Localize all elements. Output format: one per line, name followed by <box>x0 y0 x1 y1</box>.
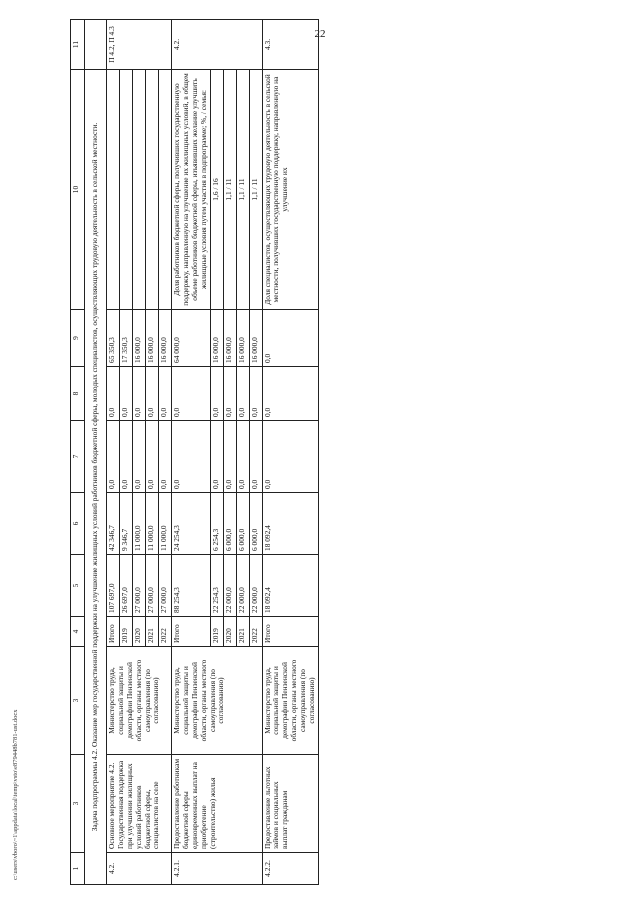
amount-federal: 0,0 <box>262 421 318 493</box>
col-header: 11 <box>71 20 85 70</box>
table-row <box>262 20 318 885</box>
year-cell: 2019 <box>210 617 223 647</box>
amount-regional: 6 000,0 <box>223 493 236 555</box>
amount-other: 64 000,0 <box>172 310 211 367</box>
amount-total: 22 254,3 <box>210 555 223 617</box>
amount-federal: 0,0 <box>249 421 262 493</box>
amount-federal: 0,0 <box>172 421 211 493</box>
footer-file-path: c:\users\vboro\~1\appdata\local\temp\vsto\e879448b781-ust.docx <box>12 709 19 880</box>
indicator-value <box>120 70 133 310</box>
indicator-text <box>107 70 120 310</box>
amount-federal: 0,0 <box>107 421 120 493</box>
amount-other: 16 000,0 <box>236 310 249 367</box>
year-cell: 2021 <box>236 617 249 647</box>
link-cell: 4.3. <box>262 20 318 70</box>
rotated-table-wrapper <box>70 20 605 885</box>
amount-local: 0,0 <box>262 367 318 421</box>
year-cell: 2020 <box>223 617 236 647</box>
amount-other: 17 350,3 <box>120 310 133 367</box>
row-number: 4.2. <box>107 853 172 885</box>
measure-name: Основное мероприятие 4.2. Государственная поддержка при улучшении жилищных условий работников бюджетной сферы, специалистов на селе <box>107 755 172 853</box>
year-cell: Итого <box>172 617 211 647</box>
col-header: 3 <box>71 647 85 755</box>
amount-local: 0,0 <box>210 367 223 421</box>
col-header: 8 <box>71 367 85 421</box>
link-cell: 4.2. <box>172 20 263 70</box>
indicator-text: Доля работников бюджетной сферы, получивших государственную поддержку, направленную на улучшение их жилищных условий, в общем объеме работников бюджетной сферы, изъявивших желание улучшить жилищные условия путем участия в подпрограмме; %, / семья: <box>172 70 211 310</box>
amount-other: 16 000,0 <box>146 310 159 367</box>
executor: Министерство труда, социальной защиты и демографии Пензенской области, органы местного самоуправления (по согласованию) <box>262 647 318 755</box>
amount-regional: 6 000,0 <box>249 493 262 555</box>
col-header: 7 <box>71 421 85 493</box>
amount-other: 16 000,0 <box>210 310 223 367</box>
col-header: 9 <box>71 310 85 367</box>
col-header: 3 <box>71 755 85 853</box>
year-cell: Итого <box>107 617 120 647</box>
task-band-empty <box>85 20 107 70</box>
amount-total: 88 254,3 <box>172 555 211 617</box>
amount-regional: 24 254,3 <box>172 493 211 555</box>
amount-local: 0,0 <box>146 367 159 421</box>
amount-federal: 0,0 <box>223 421 236 493</box>
row-number: 4.2.1. <box>172 853 263 885</box>
header-row <box>71 20 85 885</box>
amount-federal: 0,0 <box>146 421 159 493</box>
amount-other: 16 000,0 <box>249 310 262 367</box>
measure-name: Предоставление работникам бюджетной сферы единовременных выплат на приобретение (строительство) жилья <box>172 755 263 853</box>
col-header: 1 <box>71 853 85 885</box>
indicator-value: 1,1 / 11 <box>236 70 249 310</box>
year-cell: 2021 <box>146 617 159 647</box>
row-number: 4.2.2. <box>262 853 318 885</box>
amount-regional: 6 000,0 <box>236 493 249 555</box>
amount-total: 22 000,0 <box>223 555 236 617</box>
indicator-value: 1,6 / 16 <box>210 70 223 310</box>
amount-local: 0,0 <box>133 367 146 421</box>
amount-local: 0,0 <box>249 367 262 421</box>
amount-local: 0,0 <box>120 367 133 421</box>
amount-other: 0,0 <box>262 310 318 367</box>
amount-other: 16 000,0 <box>133 310 146 367</box>
amount-other: 16 000,0 <box>223 310 236 367</box>
amount-regional: 6 254,3 <box>210 493 223 555</box>
amount-total: 27 000,0 <box>146 555 159 617</box>
amount-total: 27 000,0 <box>133 555 146 617</box>
col-header: 10 <box>71 70 85 310</box>
executor: Министерство труда, социальной защиты и демографии Пензенской области, органы местного самоуправления (по согласованию) <box>107 647 172 755</box>
amount-regional: 11 000,0 <box>146 493 159 555</box>
amount-regional: 11 000,0 <box>133 493 146 555</box>
amount-regional: 9 346,7 <box>120 493 133 555</box>
table-row <box>107 20 120 885</box>
year-cell: 2022 <box>159 617 172 647</box>
amount-other: 65 350,3 <box>107 310 120 367</box>
indicator-text: Доля специалистов, осуществляющих трудовую деятельность в сельской местности, получивших государственную поддержку, направленную на улучшение их <box>262 70 318 310</box>
amount-regional: 18 092,4 <box>262 493 318 555</box>
col-header: 4 <box>71 617 85 647</box>
amount-total: 22 000,0 <box>249 555 262 617</box>
amount-local: 0,0 <box>159 367 172 421</box>
amount-other: 16 000,0 <box>159 310 172 367</box>
program-table <box>70 19 319 885</box>
amount-total: 27 000,0 <box>159 555 172 617</box>
amount-regional: 11 000,0 <box>159 493 172 555</box>
task-band-title: Задача подпрограммы 4.2. Оказание мер государственной поддержки на улучшение жилищных условий работников бюджетной сферы, молодых специалистов, осуществляющих трудовую деятельность в сельской местности. <box>85 70 107 885</box>
amount-regional: 42 346,7 <box>107 493 120 555</box>
amount-local: 0,0 <box>107 367 120 421</box>
year-cell: 2019 <box>120 617 133 647</box>
indicator-value: 1,1 / 11 <box>223 70 236 310</box>
indicator-value <box>133 70 146 310</box>
table-row <box>172 20 211 885</box>
amount-federal: 0,0 <box>120 421 133 493</box>
link-cell: П 4.2, П 4.3 <box>107 20 172 70</box>
task-band-row <box>85 20 107 885</box>
col-header: 5 <box>71 555 85 617</box>
amount-total: 22 000,0 <box>236 555 249 617</box>
indicator-value <box>159 70 172 310</box>
page-number: 22 <box>314 28 326 40</box>
measure-name: Предоставление льготных займов и социальных выплат гражданам <box>262 755 318 853</box>
amount-federal: 0,0 <box>133 421 146 493</box>
indicator-value <box>146 70 159 310</box>
year-cell: 2020 <box>133 617 146 647</box>
executor: Министерство труда, социальной защиты и демографии Пензенской области, органы местного самоуправления (по согласованию) <box>172 647 263 755</box>
amount-federal: 0,0 <box>236 421 249 493</box>
amount-total: 26 697,0 <box>120 555 133 617</box>
amount-local: 0,0 <box>236 367 249 421</box>
year-cell: Итого <box>262 617 318 647</box>
year-cell: 2022 <box>249 617 262 647</box>
amount-federal: 0,0 <box>159 421 172 493</box>
amount-total: 18 092,4 <box>262 555 318 617</box>
indicator-value: 1,1 / 11 <box>249 70 262 310</box>
amount-total: 107 697,0 <box>107 555 120 617</box>
col-header: 6 <box>71 493 85 555</box>
amount-federal: 0,0 <box>210 421 223 493</box>
amount-local: 0,0 <box>172 367 211 421</box>
amount-local: 0,0 <box>223 367 236 421</box>
